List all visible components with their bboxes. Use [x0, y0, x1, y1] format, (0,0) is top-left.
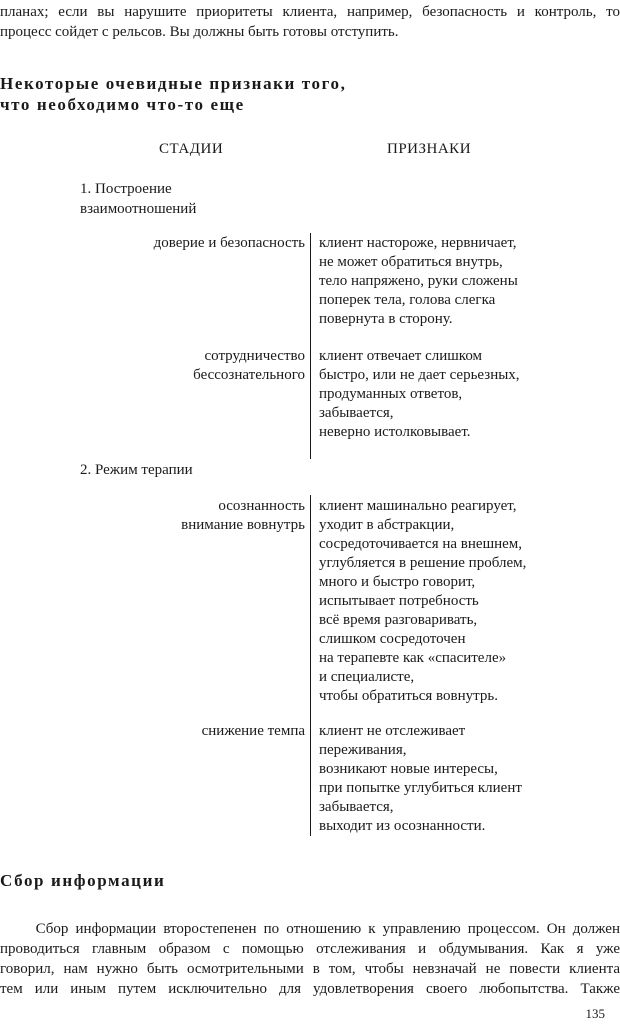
- text-line: говорил, нам нужно быть осмотрительными в том, чтобы невзначай не повести клиента: [0, 961, 620, 977]
- sign-line: поперек тела, голова слегка: [319, 292, 496, 308]
- column-divider: [310, 495, 311, 836]
- row-stage-line: бессознательного: [193, 367, 305, 383]
- column-header-signs: ПРИЗНАКИ: [387, 141, 472, 157]
- row-signs: [319, 234, 518, 329]
- sign-line: быстро, или не дает серьезных,: [319, 367, 520, 383]
- section-heading: [0, 870, 165, 891]
- sign-line: и специалисте,: [319, 669, 415, 685]
- row-stage-line: снижение темпа: [201, 723, 305, 739]
- text-line: тем или иным путем исключительно для удовлетворения своего любопытства. Также: [0, 981, 620, 997]
- text-line: процесс сойдет с рельсов. Вы должны быть готовы отступить.: [0, 24, 399, 40]
- text-line: проводиться главным образом с помощью отслеживания и обдумывания. Как я уже: [0, 941, 620, 957]
- sign-line: углубляется в решение проблем,: [319, 555, 527, 571]
- row-stage-line: доверие и безопасность: [153, 235, 305, 251]
- text-line: планах; если вы нарушите приоритеты клиента, например, безопасность и контроль, то: [0, 4, 620, 20]
- stage-title-line: взаимоотношений: [80, 201, 197, 217]
- sign-line: повернута в сторону.: [319, 311, 453, 327]
- column-header-stages: СТАДИИ: [159, 141, 224, 157]
- row-stage-line: внимание вовнутрь: [181, 517, 305, 533]
- sign-line: тело напряжено, руки сложены: [319, 273, 518, 289]
- sign-line: выходит из осознанности.: [319, 818, 486, 834]
- sign-line: сосредоточивается на внешнем,: [319, 536, 523, 552]
- heading-line: что необходимо что-то еще: [0, 95, 245, 114]
- stage-title: [80, 460, 193, 480]
- sign-line: неверно истолковывает.: [319, 424, 471, 440]
- sign-line: на терапевте как «спасителе»: [319, 650, 507, 666]
- heading-line: Сбор информации: [0, 871, 166, 890]
- text-line: Сбор информации второстепенен по отношению к управлению процессом. Он должен: [0, 921, 620, 937]
- sign-line: не может обратиться внутрь,: [319, 254, 503, 270]
- row-signs: [319, 347, 520, 442]
- row-stage-line: осознанность: [218, 498, 305, 514]
- row-stage-label: [154, 234, 305, 253]
- stage-title: [80, 179, 196, 219]
- sign-line: переживания,: [319, 742, 407, 758]
- sign-line: испытывает потребность: [319, 593, 479, 609]
- sign-line: при попытке углубиться клиент: [319, 780, 522, 796]
- body-paragraph: [0, 919, 620, 999]
- row-stage-label: [202, 722, 305, 741]
- sign-line: возникают новые интересы,: [319, 761, 498, 777]
- sign-line: уходит в абстракции,: [319, 517, 455, 533]
- sign-line: всё время разговаривать,: [319, 612, 478, 628]
- sign-line: слишком сосредоточен: [319, 631, 466, 647]
- sign-line: чтобы обратиться вовнутрь.: [319, 688, 498, 704]
- row-stage-line: сотрудничество: [204, 348, 305, 364]
- sign-line: клиент не отслеживает: [319, 723, 466, 739]
- sign-line: клиент насторожe, нервничает,: [319, 235, 517, 251]
- stage-title-line: 1. Построение: [80, 181, 172, 197]
- row-signs: [319, 497, 526, 706]
- column-divider: [310, 233, 311, 459]
- sign-line: забывается,: [319, 799, 394, 815]
- stage-title-line: 2. Режим терапии: [80, 462, 193, 478]
- sign-line: клиент отвечает слишком: [319, 348, 483, 364]
- sign-line: много и быстро говорит,: [319, 574, 476, 590]
- section-heading: [0, 73, 346, 115]
- sign-line: забывается,: [319, 405, 394, 421]
- page-number: 135: [585, 1006, 605, 1021]
- heading-line: Некоторые очевидные признаки того,: [0, 74, 347, 93]
- sign-line: клиент машинально реагирует,: [319, 498, 517, 514]
- row-signs: [319, 722, 522, 836]
- sign-line: продуманных ответов,: [319, 386, 463, 402]
- row-stage-label: [193, 347, 305, 385]
- row-stage-label: [181, 497, 305, 535]
- intro-paragraph: [0, 2, 620, 42]
